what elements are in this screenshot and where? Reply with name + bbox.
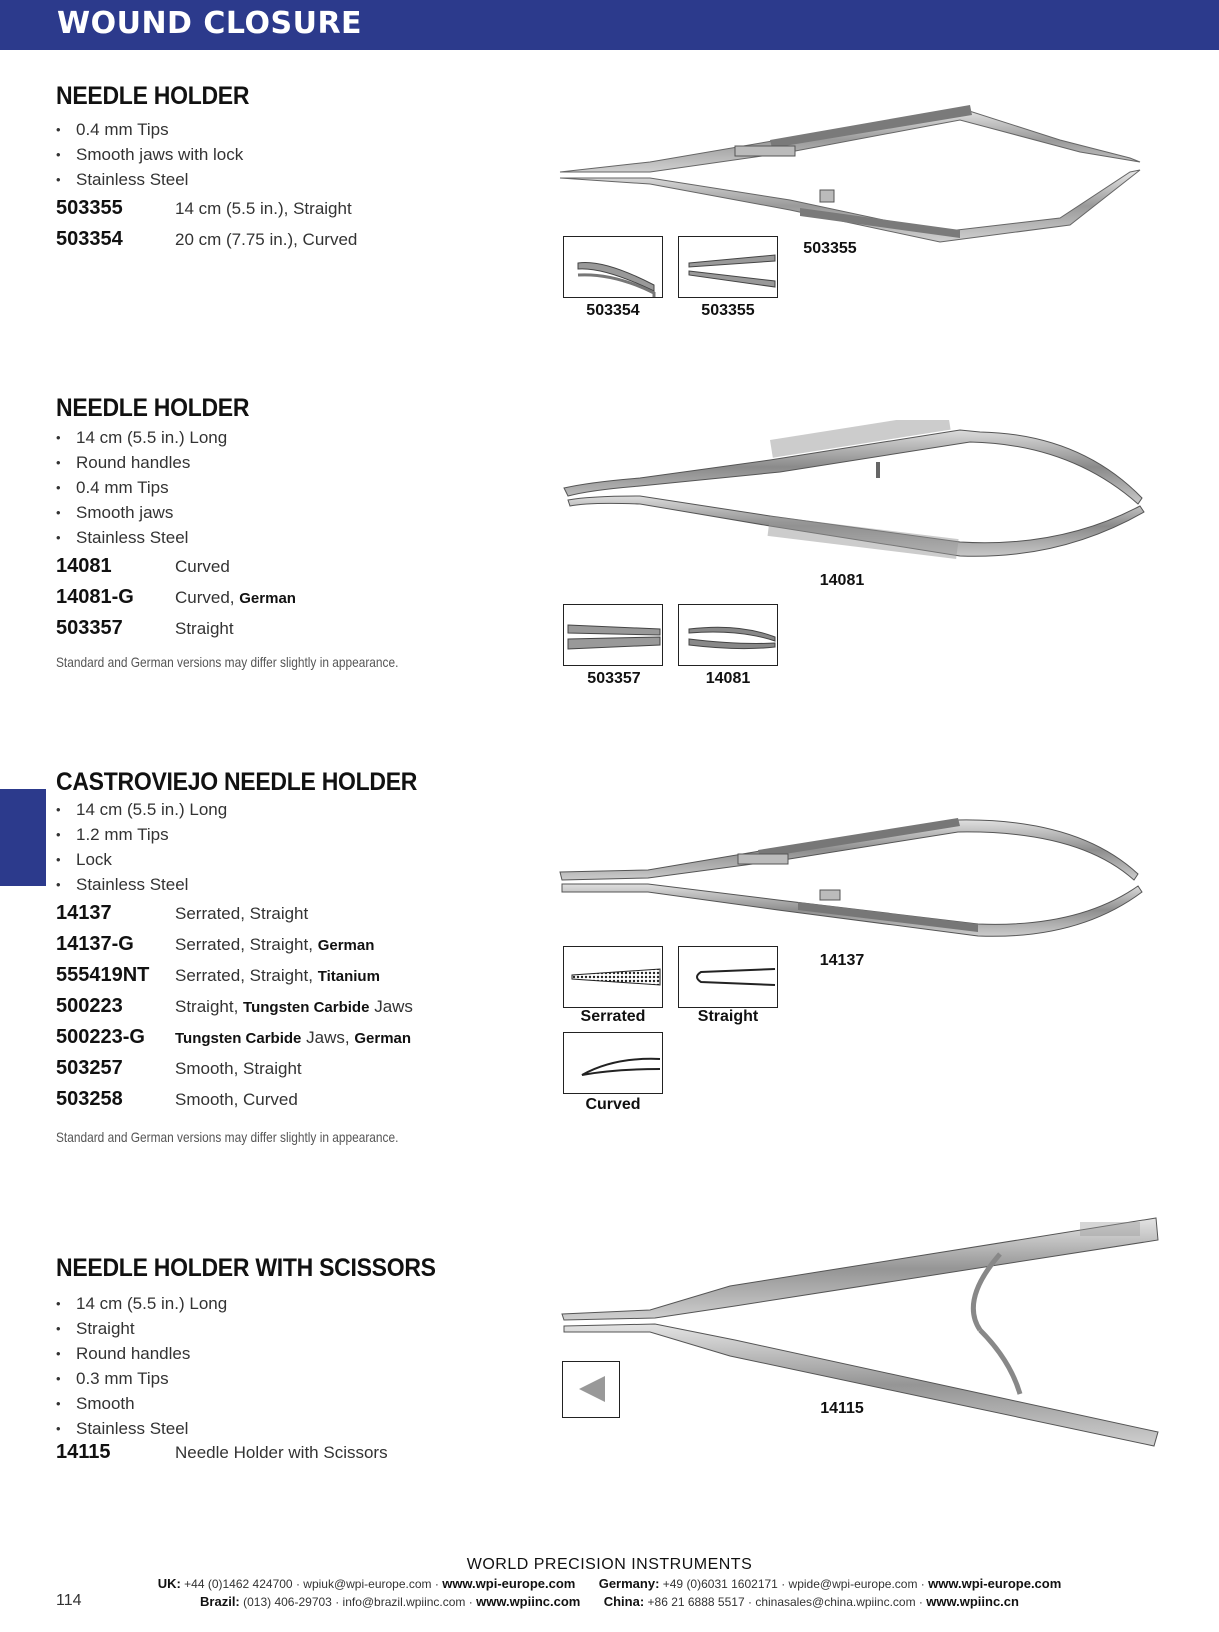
thumbnail-label: Straight [697, 1008, 759, 1025]
castroviejo-needle-holder-image [558, 810, 1170, 940]
section-title: NEEDLE HOLDER [56, 82, 250, 110]
product-code: 14081-G [56, 586, 134, 608]
product-code: 503258 [56, 1088, 123, 1110]
feature-item: • Stainless Steel [56, 872, 536, 897]
feature-list [56, 1291, 536, 1441]
image-label: 14137 [819, 952, 865, 969]
product-row [56, 617, 536, 648]
feature-item: • Stainless Steel [56, 1416, 536, 1441]
feature-item: • Round handles [56, 450, 536, 475]
uk-website-link[interactable]: www.wpi-europe.com [442, 1576, 576, 1591]
product-code: 503354 [56, 228, 123, 250]
product-code: 503257 [56, 1057, 123, 1079]
footer-contacts-line-1: UK: +44 (0)1462 424700 · wpiuk@wpi-europe.com · www.wpi-europe.com Germany: +49 (0)6031 1602171 · wpide@wpi-europe.com · www.wpi-europe.com [157, 1576, 1062, 1591]
product-code: 500223 [56, 995, 123, 1017]
play-triangle-icon [562, 1361, 620, 1418]
feature-list [56, 117, 536, 192]
section-title: CASTROVIEJO NEEDLE HOLDER [56, 768, 418, 796]
feature-item: • Lock [56, 847, 536, 872]
product-list [56, 1441, 536, 1472]
section-needle-holder-with-scissors [56, 1254, 536, 1472]
thumbnail-curved-tip [563, 1032, 663, 1094]
section-title: NEEDLE HOLDER WITH SCISSORS [56, 1254, 436, 1282]
product-row [56, 586, 536, 617]
product-desc: Smooth, Curved [175, 1090, 298, 1109]
header-banner [0, 0, 1219, 50]
feature-item: • Smooth jaws with lock [56, 142, 536, 167]
feature-item: • 14 cm (5.5 in.) Long [56, 425, 536, 450]
thumbnail-serrated-tip [563, 946, 663, 1008]
feature-item: • 1.2 mm Tips [56, 822, 536, 847]
feature-list [56, 797, 536, 897]
product-row [56, 902, 536, 933]
image-label: 14081 [819, 572, 865, 589]
product-desc: Curved [175, 557, 230, 576]
section-needle-holder-2 [56, 394, 536, 670]
feature-item: • Stainless Steel [56, 167, 536, 192]
product-list [56, 555, 536, 648]
product-desc: Tungsten Carbide Jaws, German [175, 1028, 412, 1047]
product-code: 555419NT [56, 964, 150, 986]
product-row [56, 1026, 536, 1057]
footnote: Standard and German versions may differ slightly in appearance. [56, 654, 399, 670]
product-desc: Straight [175, 619, 234, 638]
product-row [56, 1057, 536, 1088]
product-row [56, 555, 536, 586]
section-title: NEEDLE HOLDER [56, 394, 250, 422]
thumbnail-curved-tip [563, 236, 663, 298]
product-desc: Serrated, Straight, Titanium [175, 966, 380, 985]
thumbnail-curved-tip [678, 604, 778, 666]
thumbnail-straight-tip [678, 946, 778, 1008]
feature-item: • Round handles [56, 1341, 536, 1366]
product-code: 14115 [56, 1441, 111, 1463]
feature-list [56, 425, 536, 550]
product-row [56, 1088, 536, 1119]
section-castroviejo-needle-holder [56, 768, 536, 1145]
feature-item: • Smooth jaws [56, 500, 536, 525]
product-row [56, 228, 536, 259]
needle-holder-image [560, 420, 1170, 580]
product-desc: Curved, German [175, 588, 296, 607]
br-website-link[interactable]: www.wpiinc.com [476, 1594, 581, 1609]
thumbnail-label: Serrated [580, 1008, 646, 1025]
product-code: 14137-G [56, 933, 134, 955]
thumbnail-straight-tip [563, 604, 663, 666]
product-code: 503357 [56, 617, 123, 639]
product-desc: Straight, Tungsten Carbide Jaws [175, 997, 413, 1016]
page-title: WOUND CLOSURE [57, 6, 363, 41]
feature-item: • 0.3 mm Tips [56, 1366, 536, 1391]
footer-contacts-line-2: Brazil: (013) 406-29703 · info@brazil.wpiinc.com · www.wpiinc.com China: +86 21 6888 5517 · chinasales@china.wpiinc.com · www.wpiinc.cn [200, 1594, 1019, 1609]
product-row [56, 1441, 536, 1472]
feature-item: • Straight [56, 1316, 536, 1341]
thumbnail-label: 503354 [586, 302, 640, 319]
feature-item: • Smooth [56, 1391, 536, 1416]
product-row [56, 995, 536, 1026]
thumbnail-straight-tip [678, 236, 778, 298]
feature-item: • 0.4 mm Tips [56, 475, 536, 500]
thumbnail-label: 503357 [587, 670, 641, 687]
product-list [56, 902, 536, 1119]
de-website-link[interactable]: www.wpi-europe.com [928, 1576, 1062, 1591]
product-list [56, 197, 536, 259]
side-tab [0, 789, 46, 886]
product-code: 500223-G [56, 1026, 145, 1048]
product-row [56, 964, 536, 995]
product-code: 14081 [56, 555, 112, 577]
thumbnail-label: 14081 [705, 670, 751, 687]
product-desc: Needle Holder with Scissors [175, 1443, 388, 1462]
thumbnail-label: Curved [585, 1096, 641, 1113]
product-code: 503355 [56, 197, 123, 219]
product-row [56, 933, 536, 964]
product-desc: Serrated, Straight, German [175, 935, 375, 954]
feature-item: • 14 cm (5.5 in.) Long [56, 797, 536, 822]
product-desc: Smooth, Straight [175, 1059, 302, 1078]
cn-website-link[interactable]: www.wpiinc.cn [926, 1594, 1019, 1609]
section-needle-holder-1 [56, 82, 536, 259]
product-code: 14137 [56, 902, 112, 924]
thumbnail-label: 503355 [701, 302, 755, 319]
image-label: 14115 [820, 1400, 864, 1417]
footer-company: WORLD PRECISION INSTRUMENTS [466, 1556, 753, 1573]
feature-item: • Stainless Steel [56, 525, 536, 550]
footnote: Standard and German versions may differ slightly in appearance. [56, 1129, 399, 1145]
product-desc: Serrated, Straight [175, 904, 309, 923]
product-row [56, 197, 536, 228]
product-desc: 20 cm (7.75 in.), Curved [175, 230, 358, 249]
page-number: 114 [56, 1592, 82, 1609]
product-desc: 14 cm (5.5 in.), Straight [175, 199, 352, 218]
feature-item: • 0.4 mm Tips [56, 117, 536, 142]
image-label: 503355 [803, 240, 857, 257]
feature-item: • 14 cm (5.5 in.) Long [56, 1291, 536, 1316]
needle-holder-image [540, 80, 1180, 260]
